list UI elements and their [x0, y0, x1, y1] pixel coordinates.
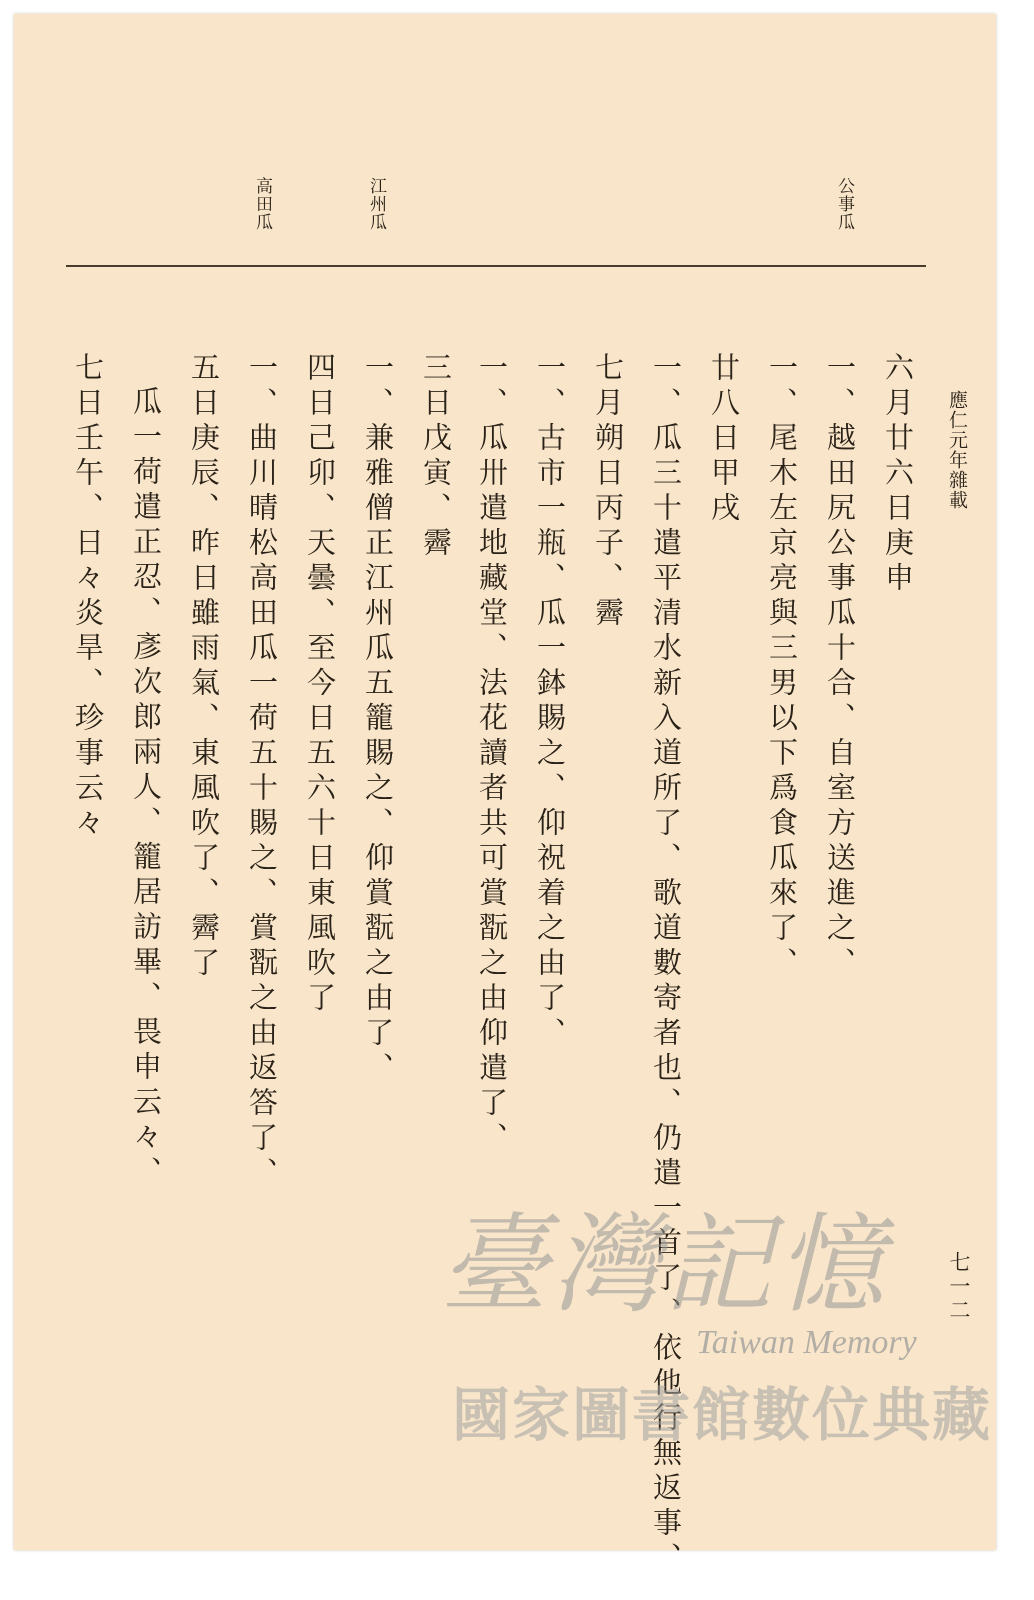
text-line: 一、瓜三十遣平清水新入道所了、歌道數寄者也、仍遣一首了、依他行無返事、	[649, 352, 683, 1577]
text-line: 六月廿六日庚申	[881, 352, 915, 597]
text-line: 五日庚辰、昨日雖雨氣、東風吹了、霽了	[187, 352, 221, 982]
margin-note: 公事瓜	[834, 177, 854, 231]
text-line: 一、瓜卅遣地藏堂、法花讀者共可賞翫之由仰遣了、	[475, 352, 509, 1157]
margin-note: 高田瓜	[252, 177, 272, 231]
text-line: 一、兼雅僧正江州瓜五籠賜之、仰賞翫之由了、	[361, 352, 395, 1087]
text-line: 一、越田尻公事瓜十合、自室方送進之、	[823, 352, 857, 982]
watermark-subtitle: Taiwan Memory	[696, 1324, 917, 1361]
text-line: 一、曲川晴松高田瓜一荷五十賜之、賞翫之由返答了、	[245, 352, 279, 1192]
text-line: 瓜一荷遣正忍、彥次郎兩人、籠居訪畢、畏申云々、	[129, 386, 163, 1191]
header-rule	[66, 265, 926, 267]
text-line: 一、古市一瓶、瓜一鉢賜之、仰祝着之由了、	[533, 352, 567, 1052]
margin-note: 江州瓜	[366, 177, 386, 231]
text-line: 七月朔日丙子、霽	[591, 352, 625, 632]
text-line: 三日戊寅、霽	[419, 352, 453, 562]
watermark-logo: 臺灣記憶	[440, 1203, 889, 1328]
text-line: 四日己卯、天曇、至今日五六十日東風吹了	[303, 352, 337, 1017]
running-title: 應仁元年雜載	[946, 390, 968, 510]
text-line: 七日壬午、日々炎旱、珍事云々	[71, 352, 105, 842]
page-number: 七一二	[947, 1251, 971, 1323]
text-line: 廿八日甲戌	[707, 352, 741, 527]
text-line: 一、尾木左京亮與三男以下爲食瓜來了、	[765, 352, 799, 982]
watermark-organization: 國家圖書館數位典藏	[452, 1381, 993, 1449]
